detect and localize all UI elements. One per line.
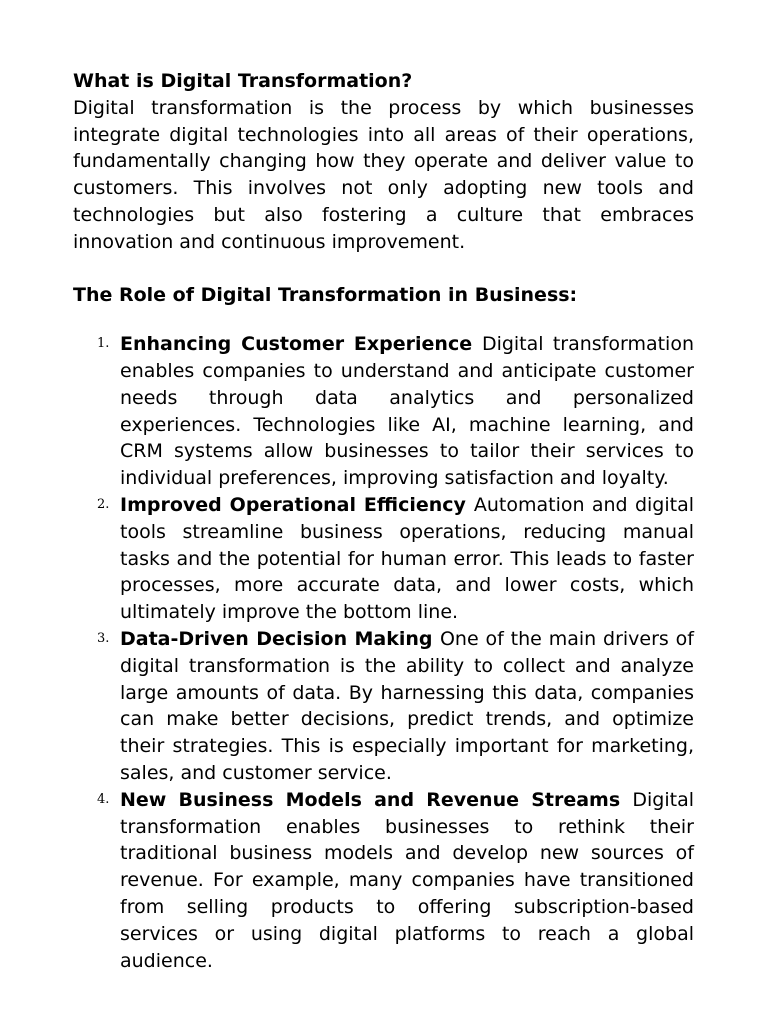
list-item (73, 787, 694, 975)
list-item-text: One of the main drivers of digital transformation is the ability to collect and analyze large amounts of data. By harnessing this data, companies can make better decisions, predict trends, and optimize their strategies. This is especially important for marketing, sales, and customer service. (120, 627, 694, 784)
list-number: 4. (97, 791, 110, 807)
list-item (73, 626, 694, 787)
list-number: 2. (97, 496, 110, 512)
list-item (73, 331, 694, 492)
section-heading-role: The Role of Digital Transformation in Business: (73, 284, 578, 307)
list-item-title: Improved Operational Efficiency (120, 493, 474, 516)
list-item-text: Digital transformation enables businesses to rethink their traditional business models and develop new sources of revenue. For example, many companies have transitioned from selling products to offering subscription-based services or using digital platforms to reach a global audience. (120, 788, 694, 972)
list-item (73, 492, 694, 626)
intro-paragraph: Digital transformation is the process by which businesses integrate digital technologies into all areas of their operations, fundamentally changing how they operate and deliver value to customers. This involves not only adopting new tools and technologies but also fostering a culture that embraces innovation and continuous improvement. (73, 96, 694, 253)
list-item-title: Enhancing Customer Experience (120, 333, 482, 356)
list-number: 3. (97, 630, 110, 646)
document-page (73, 68, 694, 974)
spacer (73, 256, 694, 283)
list-item-title: New Business Models and Revenue Streams (120, 788, 633, 811)
numbered-list (73, 331, 694, 974)
section-heading-what-is: What is Digital Transformation? (73, 70, 413, 92)
list-item-title: Data-Driven Decision Making (120, 627, 440, 650)
list-number: 1. (97, 336, 110, 352)
list-item-text: Automation and digital tools streamline business operations, reducing manual tasks and the potential for human error. This leads to faster processes, more accurate data, and lower costs, which ultimately improve the bottom line. (120, 493, 694, 624)
list-item-text: Digital transformation enables companies to understand and anticipate customer needs through data analytics and personalized experiences. Technologies like AI, machine learning, and CRM systems allow businesses to tailor their services to individual preferences, improving satisfaction and loyalty. (120, 333, 695, 490)
